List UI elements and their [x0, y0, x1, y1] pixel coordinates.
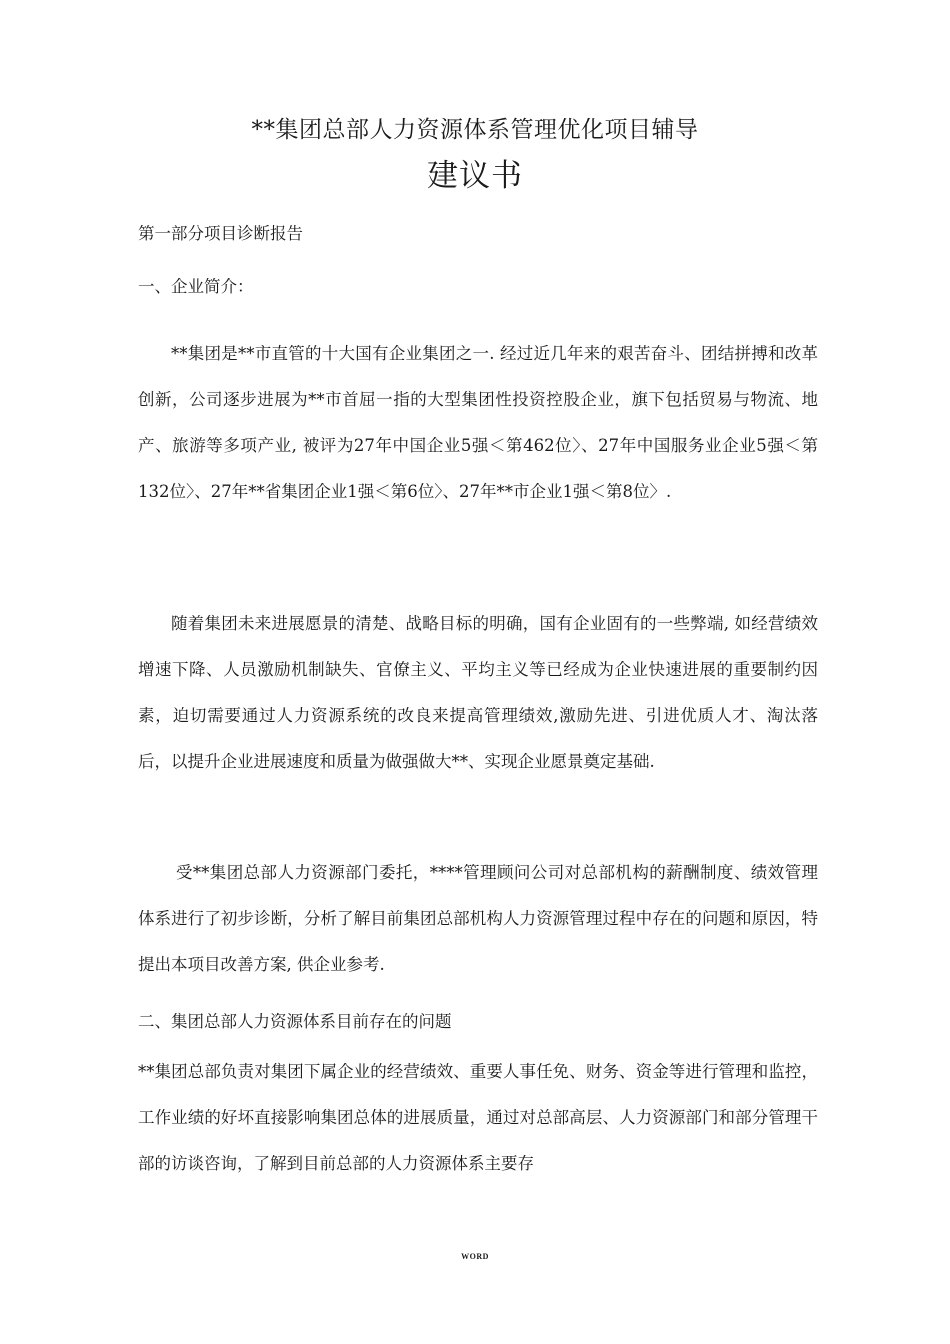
section1-heading: 一、企业简介：	[138, 277, 254, 296]
paragraph-commission: 受**集团总部人力资源部门委托，****管理顾问公司对总部机构的薪酬制度、绩效管理体系进行了初步诊断，分析了解目前集团总部机构人力资源管理过程中存在的问题和原因，特提出本项目改善方案, 供企业参考.	[138, 863, 818, 974]
document-title-line1: **集团总部人力资源体系管理优化项目辅导	[251, 117, 699, 143]
paragraph-company-intro: **集团是**市直管的十大国有企业集团之一. 经过近几年来的艰苦奋斗、团结拼搏和改革创新，公司逐步进展为**市首屈一指的大型集团性投资控股企业，旗下包括贸易与物流、地产、旅游等多项产业, 被评为27年中国企业5强＜第462位〉、27年中国服务业企业5强＜第132位〉、27年**省集团企业1强＜第6位〉、27年**市企业1强＜第8位〉.	[138, 344, 818, 501]
section2-heading: 二、集团总部人力资源体系目前存在的问题	[138, 1012, 452, 1031]
page-footer: WORD	[461, 1252, 489, 1261]
document-title-line2: 建议书	[427, 158, 523, 194]
paragraph-background: 随着集团未来进展愿景的清楚、战略目标的明确，国有企业固有的一些弊端, 如经营绩效增速下降、人员激励机制缺失、官僚主义、平均主义等已经成为企业快速进展的重要制约因素，迫切需要通过人力资源系统的改良来提高管理绩效,激励先进、引进优质人才、淘汰落后，以提升企业进展速度和质量为做强做大**、实现企业愿景奠定基础.	[138, 614, 818, 771]
part-heading: 第一部分项目诊断报告	[138, 224, 303, 243]
paragraph-problems-intro: **集团总部负责对集团下属企业的经营绩效、重要人事任免、财务、资金等进行管理和监控，工作业绩的好坏直接影响集团总体的进展质量，通过对总部高层、人力资源部门和部分管理干部的访谈咨询，了解到目前总部的人力资源体系主要存	[138, 1062, 818, 1173]
